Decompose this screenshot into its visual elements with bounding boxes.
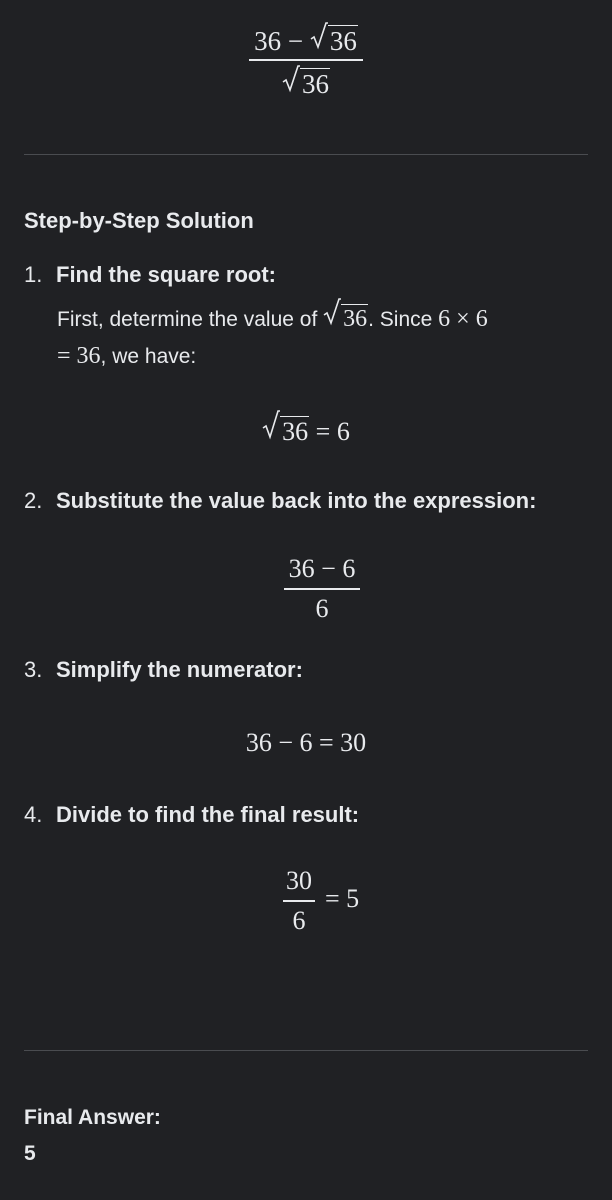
- radical-sign-icon: [310, 22, 328, 50]
- step-title-text: Simplify the numerator:: [56, 657, 303, 682]
- numerator-radicand: 36: [329, 26, 357, 56]
- step-2-fraction: [284, 556, 360, 622]
- step-3-title: [24, 657, 303, 683]
- fraction-numerator: 36 − 6: [288, 554, 356, 583]
- final-answer-label: Final Answer:: [24, 1106, 161, 1129]
- inline-radicand: 36: [343, 306, 368, 332]
- step-number: 2.: [24, 488, 43, 513]
- step-3-equation: 36 − 6 = 30: [245, 728, 367, 757]
- fraction-denominator: 6: [315, 593, 329, 623]
- equation-rest: = 6: [315, 417, 350, 446]
- radical-sign-icon: [282, 65, 300, 93]
- step-number: 4.: [24, 802, 43, 827]
- denominator-sqrt: [282, 65, 330, 98]
- equation-radicand: 36: [282, 417, 309, 446]
- step-title-text: Find the square root:: [56, 262, 276, 287]
- step-title-text: Divide to find the final result:: [56, 802, 360, 827]
- step-1-paragraph: [57, 298, 577, 375]
- final-answer-value: 5: [24, 1142, 36, 1165]
- inline-math-equals: = 36: [57, 343, 101, 369]
- top-fraction-numerator: [254, 22, 358, 59]
- denominator-radicand: 36: [302, 68, 329, 99]
- step-1-title: [24, 262, 276, 288]
- inline-sqrt: [323, 298, 368, 337]
- fraction-denominator: 6: [292, 905, 306, 935]
- step-2-title: [24, 488, 536, 514]
- numerator-left-text: 36 −: [254, 26, 304, 56]
- numerator-sqrt: [310, 22, 358, 55]
- step-4-equation-rest: = 5: [325, 884, 360, 913]
- step-title-text: Substitute the value back into the expression:: [56, 488, 537, 513]
- step-4-title: [24, 802, 359, 828]
- radical-sign-icon: [323, 298, 341, 326]
- step-1-equation: [0, 410, 612, 447]
- fraction-numerator: 30: [286, 866, 312, 895]
- divider-bottom: [24, 1050, 588, 1051]
- step-number: 3.: [24, 657, 43, 682]
- top-fraction-denominator: [282, 61, 330, 98]
- solution-heading: Step-by-Step Solution: [24, 208, 254, 233]
- radical-sign-icon: [262, 410, 280, 440]
- step-4-fraction: [283, 868, 315, 934]
- step-1-text-after-radical: . Since: [368, 308, 439, 331]
- inline-math-product: 6 × 6: [438, 306, 488, 332]
- top-fraction: [249, 22, 363, 98]
- equation-sqrt: [262, 410, 309, 447]
- step-1-text-before: First, determine the value of: [57, 308, 324, 331]
- step-1-text-end: , we have:: [100, 345, 197, 368]
- divider-top: [24, 154, 588, 155]
- step-number: 1.: [24, 262, 43, 287]
